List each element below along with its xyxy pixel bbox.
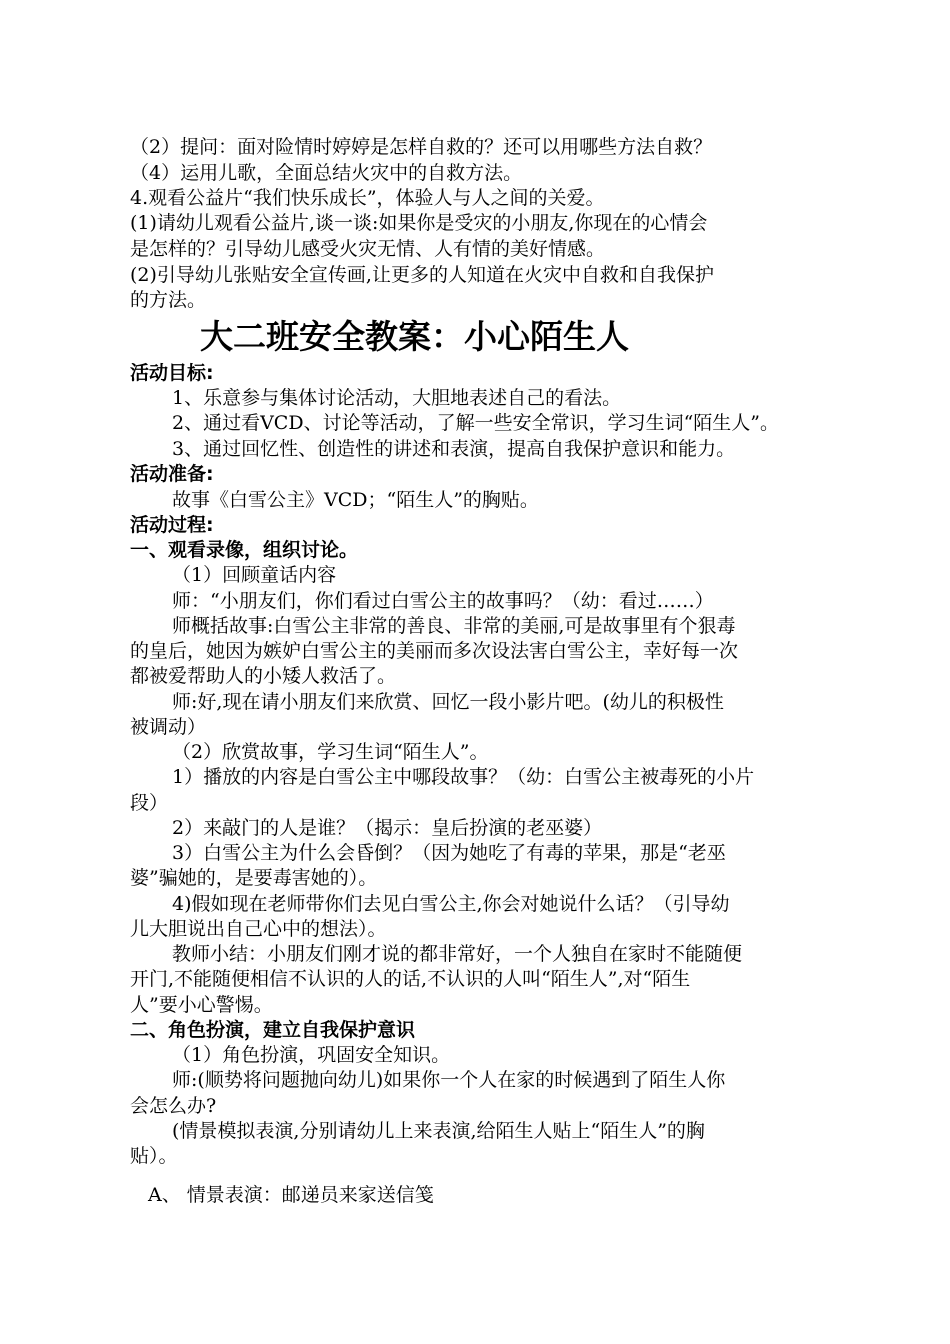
paragraph-line: 师概括故事:白雪公主非常的善良、非常的美丽,可是故事里有个狠毒 <box>172 615 736 637</box>
paragraph-line: 师:(顺势将问题抛向幼儿)如果你一个人在家的时候遇到了陌生人你 <box>172 1069 726 1091</box>
paragraph-line: （1）角色扮演，巩固安全知识。 <box>172 1044 451 1066</box>
goal-item: 1、乐意参与集体讨论活动，大胆地表述自己的看法。 <box>172 387 622 409</box>
section-heading-prep: 活动准备: <box>130 463 214 485</box>
subsection-heading: 一、观看录像，组织讨论。 <box>130 539 359 561</box>
subsection-heading: 二、角色扮演，建立自我保护意识 <box>130 1019 416 1041</box>
document-title: 大二班安全教案：小心陌生人 <box>200 317 629 356</box>
paragraph-line: (2)引导幼儿张贴安全宣传画,让更多的人知道在火灾中自救和自我保护 <box>130 264 714 286</box>
paragraph-line: 4.观看公益片“我们快乐成长”，体验人与人之间的关爱。 <box>130 187 605 209</box>
paragraph-line: 都被爱帮助人的小矮人救活了。 <box>130 665 397 687</box>
section-heading-process: 活动过程: <box>130 514 214 536</box>
prep-text: 故事《白雪公主》VCD；“陌生人”的胸贴。 <box>172 489 539 511</box>
paragraph-line: 人”要小心警惕。 <box>130 994 273 1016</box>
paragraph-line: 开门,不能随便相信不认识的人的话,不认识的人叫“陌生人”,对“陌生 <box>130 968 691 990</box>
paragraph-line: 3）白雪公主为什么会昏倒？（因为她吃了有毒的苹果，那是“老巫 <box>172 842 726 864</box>
paragraph-line: （2）欣赏故事，学习生词“陌生人”。 <box>172 741 489 763</box>
paragraph-line: 师:好,现在请小朋友们来欣赏、回忆一段小影片吧。(幼儿的积极性 <box>172 691 724 713</box>
paragraph-line: (1)请幼儿观看公益片,谈一谈:如果你是受灾的小朋友,你现在的心情会 <box>130 212 708 234</box>
goal-item: 2、通过看VCD、讨论等活动，了解一些安全常识，学习生词“陌生人”。 <box>172 412 780 434</box>
paragraph-line: 的皇后，她因为嫉妒白雪公主的美丽而多次设法害白雪公主，幸好每一次 <box>130 640 739 662</box>
paragraph-line: 1）播放的内容是白雪公主中哪段故事？（幼：白雪公主被毒死的小片 <box>172 766 755 788</box>
paragraph-line: (情景模拟表演,分别请幼儿上来表演,给陌生人贴上“陌生人”的胸 <box>172 1120 705 1142</box>
goal-item: 3、通过回忆性、创造性的讲述和表演，提高自我保护意识和能力。 <box>172 438 736 460</box>
paragraph-line: A、 情景表演：邮递员来家送信笺 <box>148 1184 434 1206</box>
section-heading-goals: 活动目标: <box>130 362 214 384</box>
paragraph-line: 贴）。 <box>130 1145 178 1167</box>
paragraph-line: 师：“小朋友们，你们看过白雪公主的故事吗？（幼：看过……） <box>172 590 714 612</box>
paragraph-line: 段） <box>130 792 169 814</box>
paragraph-line: 教师小结：小朋友们刚才说的都非常好，一个人独自在家时不能随便 <box>172 943 743 965</box>
paragraph-line: （4）运用儿歌，全面总结火灾中的自救方法。 <box>130 162 523 184</box>
paragraph-line: 是怎样的？引导幼儿感受火灾无情、人有情的美好情感。 <box>130 238 606 260</box>
paragraph-line: 4)假如现在老师带你们去见白雪公主,你会对她说什么话？（引导幼 <box>172 893 730 915</box>
paragraph-line: （1）回顾童话内容 <box>172 564 337 586</box>
paragraph-line: 2）来敲门的人是谁？（揭示：皇后扮演的老巫婆） <box>172 817 603 839</box>
paragraph-line: 被调动） <box>130 716 207 738</box>
paragraph-line: 儿大胆说出自己心中的想法）。 <box>130 918 387 940</box>
paragraph-line: 婆”骗她的，是要毒害她的）。 <box>130 867 378 889</box>
paragraph-line: （2）提问：面对险情时婷婷是怎样自救的？还可以用哪些方法自救？ <box>130 136 713 158</box>
paragraph-line: 的方法。 <box>130 289 207 311</box>
paragraph-line: 会怎么办? <box>130 1095 217 1117</box>
